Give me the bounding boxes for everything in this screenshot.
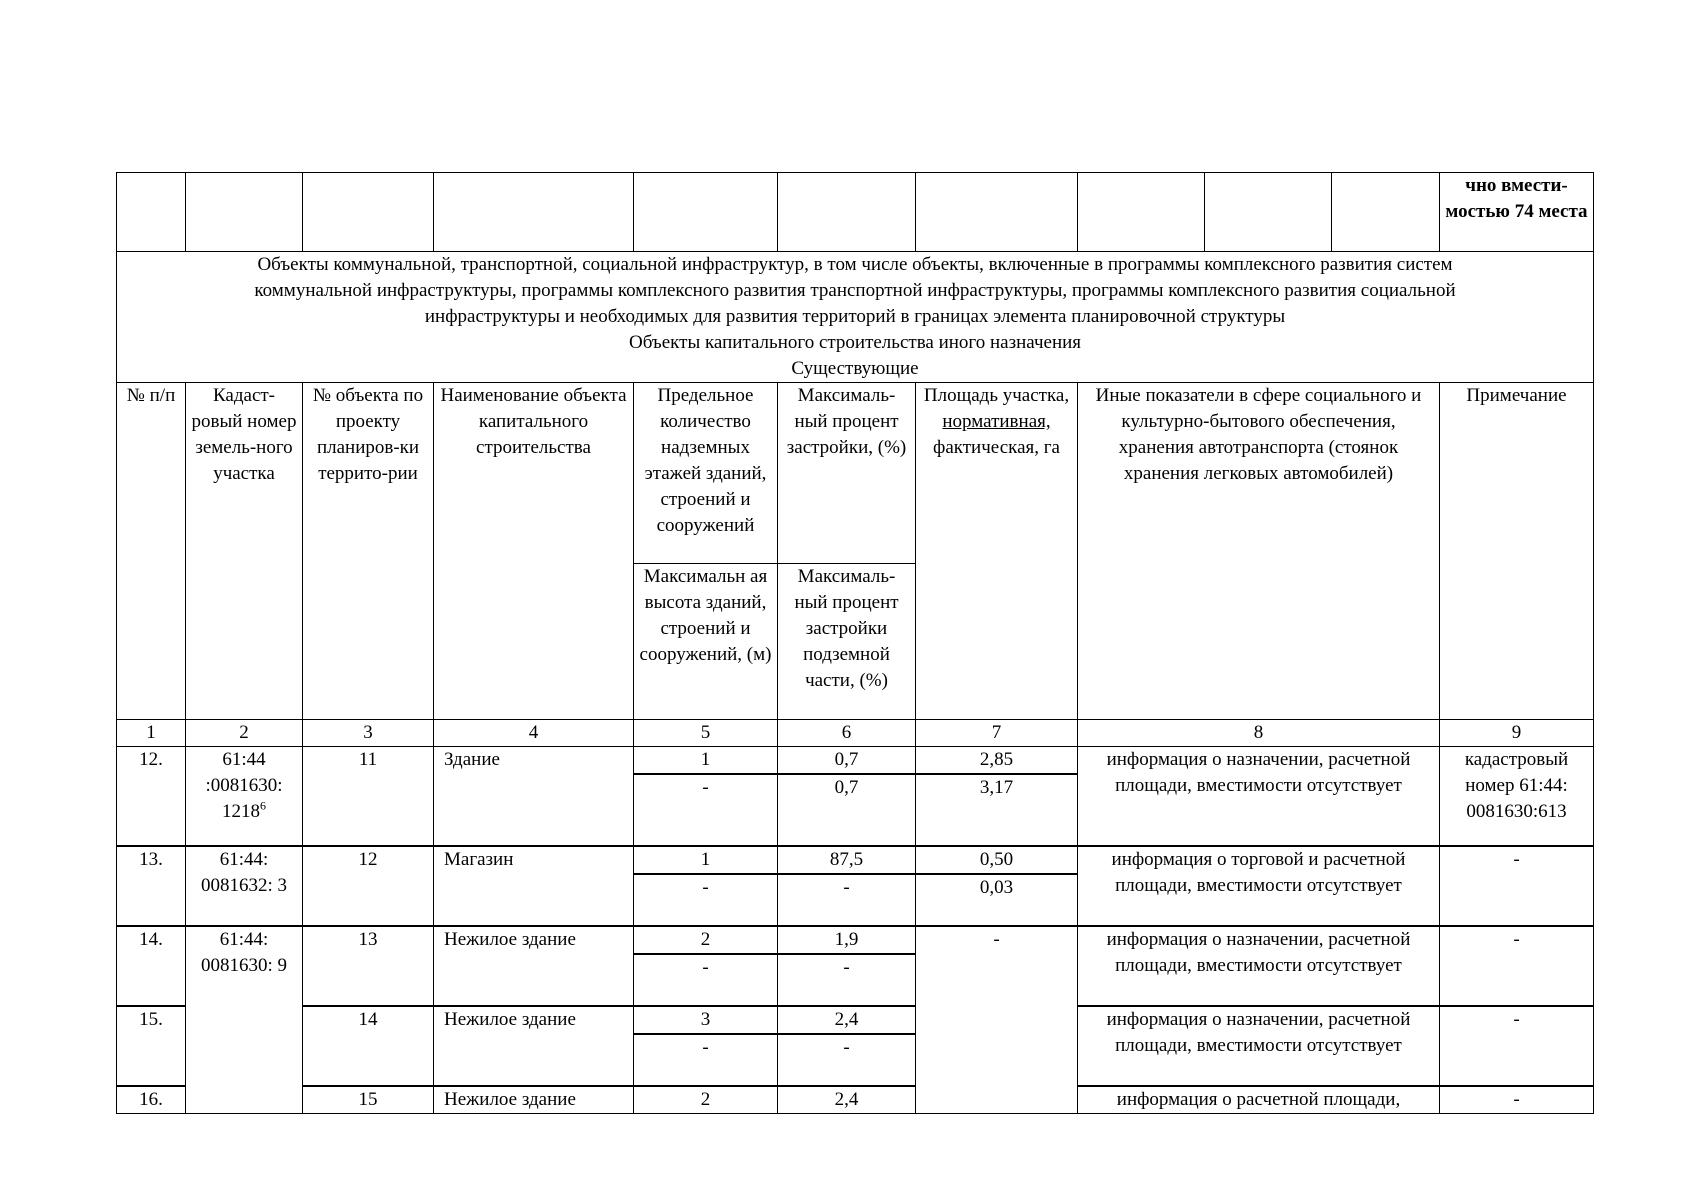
header-cadastral: Кадаст-ровый номер земель-ного участка	[186, 383, 303, 720]
col-number: 2	[186, 720, 303, 747]
planning-table	[116, 172, 1594, 1114]
col-number: 5	[634, 720, 778, 747]
row-number: 14.	[117, 926, 186, 1006]
header-other-indicators: Иные показатели в сфере социального и культурно-бытового обеспечения, хранения автотранспорта (стоянок хранения легковых автомобилей)	[1078, 383, 1440, 720]
object-number: 13	[303, 926, 434, 1006]
other-indicators: информация о назначении, расчетной площади, вместимости отсутствует	[1078, 1006, 1440, 1086]
other-indicators: информация о расчетной площади,	[1078, 1086, 1440, 1114]
floors-value: 2	[634, 926, 778, 954]
column-numbers-row	[117, 720, 1594, 747]
col-number: 7	[916, 720, 1078, 747]
header-height: Максимальн ая высота зданий, строений и сооружений, (м)	[634, 564, 778, 720]
row-number: 15.	[117, 1006, 186, 1086]
area-actual: 3,17	[916, 774, 1078, 846]
col-number: 3	[303, 720, 434, 747]
coverage-value: 87,5	[778, 846, 916, 874]
other-indicators: информация о назначении, расчетной площади, вместимости отсутствует	[1078, 926, 1440, 1006]
header-floors: Предельное количество надземных этажей зданий, строений и сооружений	[634, 383, 778, 564]
table-row	[117, 1086, 1594, 1114]
floors-value: 1	[634, 747, 778, 775]
table-row	[117, 926, 1594, 954]
col-number: 8	[1078, 720, 1440, 747]
object-name: Здание	[434, 747, 634, 847]
cadastral-number: 61:44: 0081632: 3	[186, 846, 303, 926]
section-line-2: коммунальной инфраструктуры, программы комплексного развития транспортной инфраструктуры, программы комплексного развития социальной	[254, 280, 1456, 301]
underground-value: 0,7	[778, 774, 916, 846]
col-number: 4	[434, 720, 634, 747]
table-row	[117, 846, 1594, 874]
object-name: Нежилое здание	[434, 926, 634, 1006]
other-indicators: информация о торговой и расчетной площади, вместимости отсутствует	[1078, 846, 1440, 926]
floors-value: 3	[634, 1006, 778, 1034]
area-normative: 0,50	[916, 846, 1078, 874]
area-normative: 2,85	[916, 747, 1078, 775]
section-heading	[117, 252, 1594, 383]
col-number: 6	[778, 720, 916, 747]
note: -	[1440, 846, 1594, 926]
section-line-1: Объекты коммунальной, транспортной, социальной инфраструктур, в том числе объекты, включенные в программы комплексного развития систем	[257, 254, 1453, 275]
coverage-value: 2,4	[778, 1006, 916, 1034]
section-line-3: инфраструктуры и необходимых для развития территорий в границах элемента планировочной структуры	[424, 306, 1286, 327]
header-num: № п/п	[117, 383, 186, 720]
section-line-4: Объекты капитального строительства иного назначения	[628, 332, 1082, 353]
height-value: -	[634, 1034, 778, 1086]
underground-value: -	[778, 874, 916, 926]
row-number: 13.	[117, 846, 186, 926]
note: -	[1440, 1006, 1594, 1086]
note: -	[1440, 926, 1594, 1006]
coverage-value: 1,9	[778, 926, 916, 954]
row-number: 16.	[117, 1086, 186, 1114]
object-name: Нежилое здание	[434, 1086, 634, 1114]
section-line-5: Существующие	[791, 358, 919, 379]
object-number: 14	[303, 1006, 434, 1086]
object-name: Магазин	[434, 846, 634, 926]
note: -	[1440, 1086, 1594, 1114]
height-value: -	[634, 954, 778, 1006]
row-number: 12.	[117, 747, 186, 847]
cadastral-number: 61:44: 0081630: 9	[186, 926, 303, 1114]
header-area: Площадь участка, нормативная, фактическая, га	[916, 383, 1078, 720]
coverage-value: 0,7	[778, 747, 916, 775]
object-number: 11	[303, 747, 434, 847]
table-row	[117, 1006, 1594, 1034]
floors-value: 1	[634, 846, 778, 874]
header-coverage: Максималь-ный процент застройки, (%)	[778, 383, 916, 564]
coverage-value: 2,4	[778, 1086, 916, 1114]
table-row	[117, 747, 1594, 775]
object-number: 12	[303, 846, 434, 926]
header-object-no: № объекта по проекту планиров-ки террито-рии	[303, 383, 434, 720]
header-object-name: Наименование объекта капитального строительства	[434, 383, 634, 720]
header-row-1	[117, 383, 1594, 564]
other-indicators: информация о назначении, расчетной площади, вместимости отсутствует	[1078, 747, 1440, 847]
object-number: 15	[303, 1086, 434, 1114]
continuation-row	[117, 173, 1594, 252]
continuation-note: чно вмести-мостью 74 места	[1440, 173, 1594, 252]
cadastral-number: 61:44 :0081630: 1218$^6$	[186, 747, 303, 847]
header-underground: Максималь-ный процент застройки подземной части, (%)	[778, 564, 916, 720]
col-number: 9	[1440, 720, 1594, 747]
note: кадастровый номер 61:44: 0081630:613	[1440, 747, 1594, 847]
document-page	[116, 172, 1594, 1114]
section-heading-row	[117, 252, 1594, 383]
area-actual: 0,03	[916, 874, 1078, 926]
height-value: -	[634, 874, 778, 926]
header-note: Примечание	[1440, 383, 1594, 720]
area-value: -	[916, 926, 1078, 1114]
underground-value: -	[778, 1034, 916, 1086]
col-number: 1	[117, 720, 186, 747]
underground-value: -	[778, 954, 916, 1006]
floors-value: 2	[634, 1086, 778, 1114]
object-name: Нежилое здание	[434, 1006, 634, 1086]
height-value: -	[634, 774, 778, 846]
